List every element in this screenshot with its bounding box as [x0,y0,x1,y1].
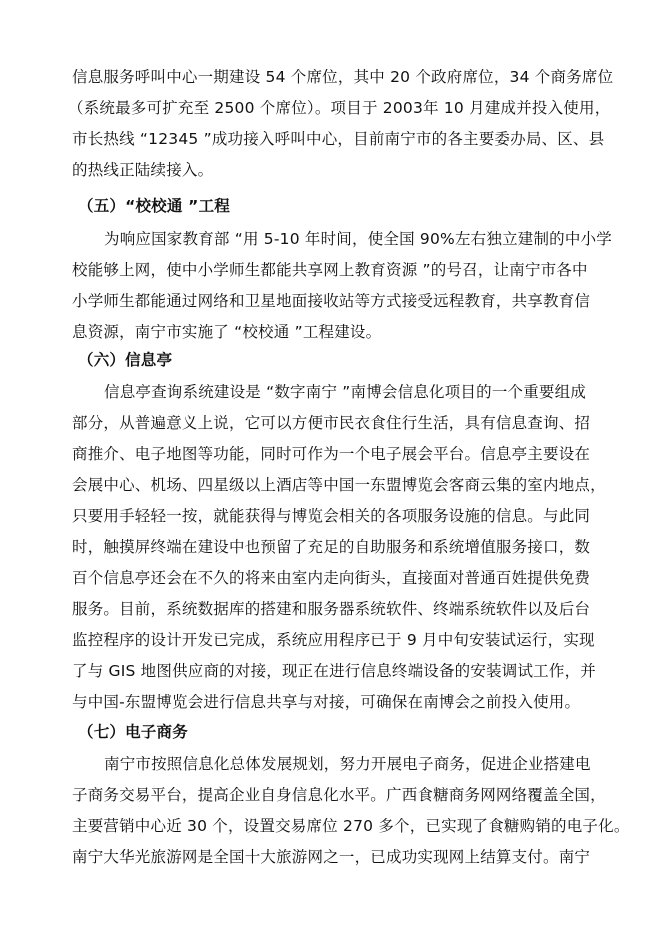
text-line: 主要营销中心近 30 个，设置交易席位 270 多个，已实现了食糖购销的电子化。 [72,817,630,835]
text-line: 小学师生都能通过网络和卫星地面接收站等方式接受远程教育，共享教育信 [72,292,591,310]
text-line: 信息服务呼叫中心一期建设 54 个席位，其中 20 个政府席位，34 个商务席位 [72,68,614,86]
text-line: 的热线正陆续接入。 [72,161,214,179]
text-line: 监控程序的设计开发已完成，系统应用程序已于 9 月中旬安装试运行，实现 [72,631,595,649]
text-line: 时，触摸屏终端在建设中也预留了充足的自助服务和系统增值服务接口，数 [72,538,591,556]
text-line: 市长热线 “12345 ”成功接入呼叫中心，目前南宁市的各主要委办局、区、县 [72,130,605,148]
section-heading-7: （七）电子商务 [78,723,188,741]
text-line: 信息亭查询系统建设是 “数字南宁 ”南博会信息化项目的一个重要组成 [104,383,587,401]
text-line: （系统最多可扩充至 2500 个席位）。项目于 2003年 10 月建成并投入使用， [68,99,611,117]
text-line: 商推介、电子地图等功能，同时可作为一个电子展会平台。信息亭主要设在 [72,445,591,463]
text-line: 服务。目前，系统数据库的搭建和服务器系统软件、终端系统软件以及后台 [72,600,591,618]
text-line: 校能够上网，使中小学师生都能共享网上教育资源 ”的号召，让南宁市各中 [72,261,588,279]
text-line: 百个信息亭还会在不久的将来由室内走向街头，直接面对普通百姓提供免费 [72,569,591,587]
text-line: 为响应国家教育部 “用 5-10 年时间，使全国 90%左右独立建制的中小学 [104,230,612,248]
text-line: 与中国-东盟博览会进行信息共享与对接，可确保在南博会之前投入使用。 [72,693,581,711]
text-line: 会展中心、机场、四星级以上酒店等中国一东盟博览会客商云集的室内地点， [72,476,606,494]
text-line: 子商务交易平台，提高企业自身信息化水平。广西食糖商务网网络覆盖全国， [72,786,606,804]
text-line: 息资源，南宁市实施了 “校校通 ”工程建设。 [72,323,382,341]
section-heading-6: （六）信息亭 [78,351,173,369]
text-line: 部分，从普遍意义上说，它可以方便市民衣食住行生活，具有信息查询、招 [72,414,591,432]
text-line: 只要用手轻轻一按，就能获得与博览会相关的各项服务设施的信息。与此同 [72,507,591,525]
text-line: 了与 GIS 地图供应商的对接，现正在进行信息终端设备的安装调试工作，并 [72,662,596,680]
text-line: 南宁大华光旅游网是全国十大旅游网之一，已成功实现网上结算支付。南宁 [72,848,591,866]
section-heading-5: （五）“校校通 ”工程 [78,197,230,215]
text-line: 南宁市按照信息化总体发展规划，努力开展电子商务，促进企业搭建电 [104,755,591,773]
